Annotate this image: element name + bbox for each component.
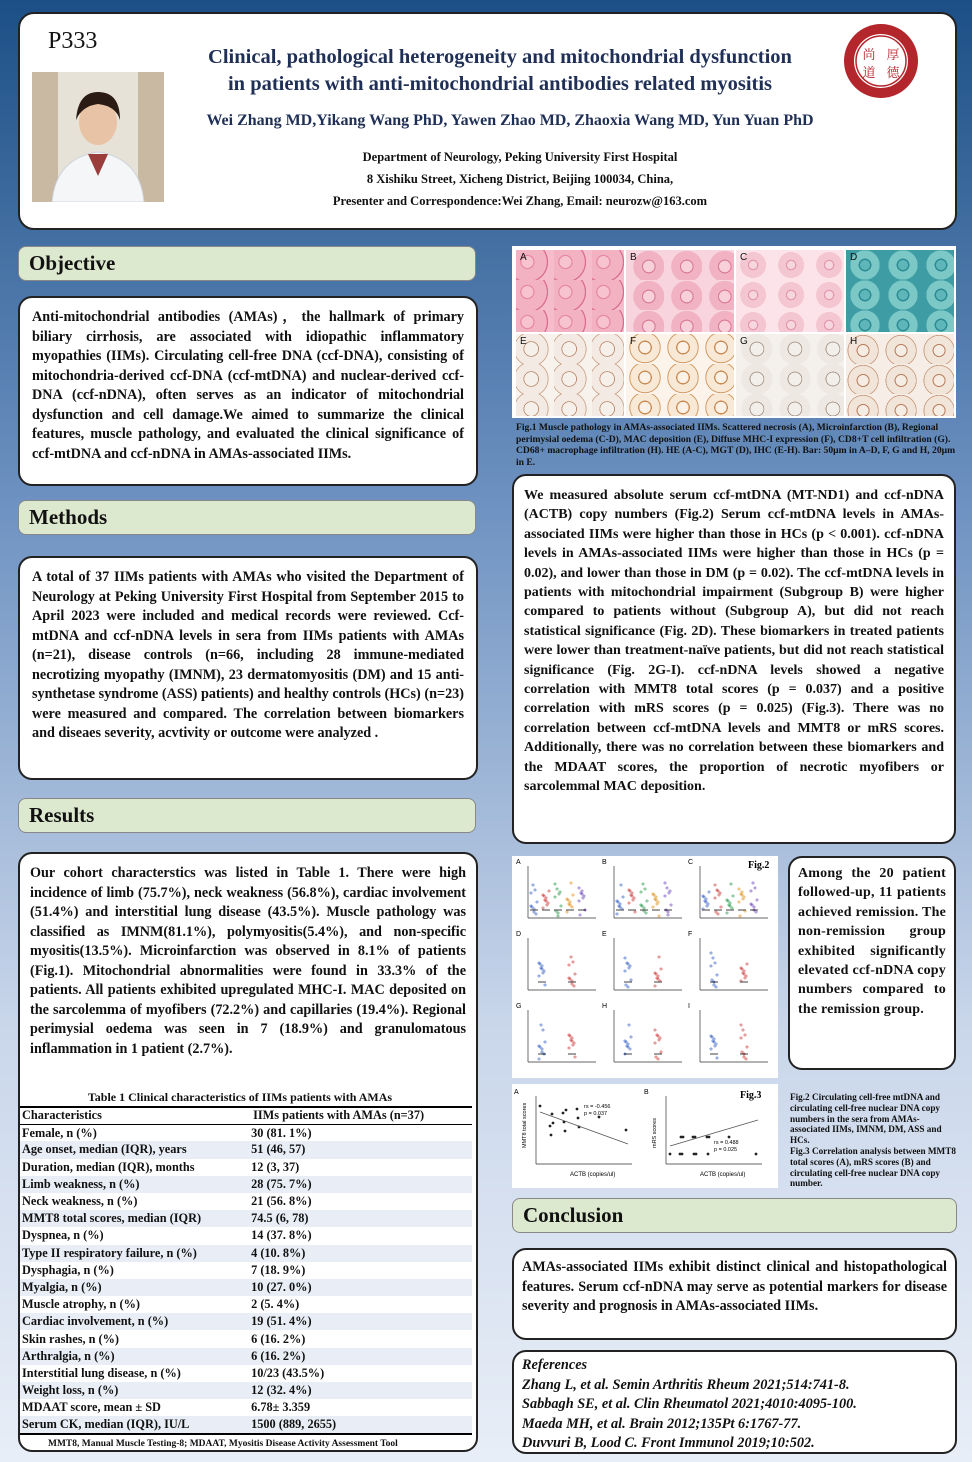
figure-2-data-point	[655, 1056, 657, 1058]
figure-2-data-point	[625, 984, 627, 986]
figure-2-data-point	[726, 912, 728, 914]
methods-heading: Methods	[18, 500, 476, 535]
table-cell-value: 4 (10. 8%)	[251, 1245, 472, 1262]
affiliation-line-3: Presenter and Correspondence:Wei Zhang, Email: neurozw@163.com	[332, 194, 708, 208]
figure-2-data-point	[628, 1024, 630, 1026]
figure-2-data-point	[628, 967, 630, 969]
svg-text:尚: 尚	[862, 48, 876, 63]
affiliation-line-1: Department of Neurology, Peking University First Hospital	[362, 150, 678, 164]
figure-2-panel-label: E	[602, 931, 607, 938]
figure-2-data-point	[544, 984, 546, 986]
figure-2-data-point	[556, 888, 558, 890]
table-header-row	[20, 1107, 472, 1124]
table-row	[20, 1227, 472, 1244]
figure-2-data-point	[534, 889, 536, 891]
figure-2-data-point	[632, 899, 634, 901]
figure-3-correlation	[512, 1084, 778, 1188]
figure-2-data-point	[560, 905, 562, 907]
table-row	[20, 1313, 472, 1330]
figure-3-y-label: MMT8 total scores	[522, 1102, 528, 1148]
table-cell-characteristic: Dyspnea, n (%)	[22, 1228, 104, 1243]
results-panel	[18, 852, 478, 1452]
figure-3-data-point	[669, 1153, 672, 1156]
table-cell-characteristic: Neck weakness, n (%)	[22, 1194, 138, 1209]
figure-3-data-point	[679, 1153, 682, 1156]
poster-id: P333	[48, 28, 98, 54]
objective-panel	[18, 296, 478, 486]
reference-item: Duvvuri B, Lood C. Front Immunol 2019;10:502.	[522, 1435, 815, 1451]
micrograph-panel-label: B	[630, 252, 637, 263]
remission-panel	[788, 856, 956, 1070]
table-cell-characteristic: Serum CK, median (IQR), IU/L	[20, 1416, 251, 1433]
figure-2-panel-label: G	[516, 1003, 522, 1010]
table-cell-value: 19 (51. 4%)	[251, 1313, 472, 1330]
table-cell-value: 14 (37. 8%)	[251, 1228, 312, 1243]
table-cell-characteristic: Dysphagia, n (%)	[22, 1262, 114, 1277]
figure-2-data-point	[712, 957, 714, 959]
author-photo	[32, 72, 164, 202]
figure-2-data-point	[616, 913, 618, 915]
figure-2-data-point	[720, 906, 722, 908]
figure-2-data-point	[664, 895, 666, 897]
figure-2-data-point	[658, 956, 660, 958]
figure-3-data-point	[551, 1113, 554, 1116]
figure-2-data-point	[572, 961, 574, 963]
figure-2-data-point	[715, 986, 717, 988]
figure-3-data-point	[576, 1108, 579, 1111]
figure-2-data-point	[752, 882, 754, 884]
figure-2-data-point	[670, 904, 672, 906]
figure-2-data-point	[640, 891, 642, 893]
figure-2-data-point	[557, 912, 559, 914]
figure-3-data-point	[692, 1136, 695, 1139]
figure-1-caption: Fig.1 Muscle pathology in AMAs-associated IIMs. Scattered necrosis (A), Microinfarction (B), Regional perimysial oedema (C-D), MAC deposition (E), Diffuse MHC-I expression (F), CD8+T cell infiltration (G). CD68+ macrophage infiltration (H). HE (A-C), MGT (D), IHC (E-H). Bar: 50μm in A–D, F, G and H, 20μm in E.	[516, 422, 956, 468]
micrograph-panel-label: F	[630, 336, 637, 347]
figure-3-data-point	[706, 1136, 709, 1139]
table-cell-value: 51 (46, 57)	[251, 1141, 472, 1158]
table-row	[20, 1399, 472, 1416]
figure-2-data-point	[538, 1058, 540, 1060]
table-header-cell: Characteristics	[20, 1107, 251, 1124]
figure-2-data-point	[742, 898, 744, 900]
table-cell-value: 10 (27. 0%)	[251, 1279, 472, 1296]
table-cell-characteristic: Duration, median (IQR), months	[22, 1159, 195, 1174]
figure-2-data-point	[571, 983, 573, 985]
figure-2-data-point	[742, 1029, 744, 1031]
figure-2-data-point	[541, 1048, 543, 1050]
results-text: Our cohort characterstics was listed in Table 1. There were high incidence of limb (75.7%), neck weakness (56.8%), cardiac involvement (51.4%) and interstitial lung disease (43.5%). Muscle pathology was classified as IMNM(81.1%), polymyositis(5.4%), and non-specific myositis(13.5%). Microinfarction was observed in 8.1% of patients (Fig.1). Mitochondrial abnormalities were found in 33.3% of the patients. All patients exhibited upregulated MHC-I. MAC deposited on the sarcolemma of myofibers (72.2%) and capillaries (19.4%). Regional perimysial oedema was seen in 7 (18.9%) and granulomatous inflammation in 1 patient (2.7%).	[30, 865, 466, 1057]
figure-2-data-point	[645, 912, 647, 914]
figure-3-data-point	[707, 1153, 710, 1156]
table-cell-value: 6 (16. 2%)	[251, 1331, 306, 1346]
figure-2-plots	[512, 856, 778, 1078]
figure-2-data-point	[660, 1051, 662, 1053]
objective-text: Anti-mitochondrial antibodies (AMAs)，the hallmark of primary biliary cirrhosis, are associated with idiopathic inflammatory myopathies (IIMs). Circulating cell-free DNA (ccf-DNA), consisting of mitochondria-derived ccf-DNA (ccf-mtDNA) and nuclear-derived ccf-DNA (ccf-nDNA), often serves as an indicator of mitochondrial dysfunction and cell damage.We aimed to summarize the clinical features, muscle pathology, and evaluated the clinical significance of ccf-mtDNA and ccf-nDNA in AMAs-associated IIMs.	[32, 309, 464, 462]
figure-2-data-point	[756, 899, 758, 901]
figure-2-data-point	[658, 915, 660, 917]
micrograph-panel-label: E	[520, 336, 527, 347]
figure-2-data-point	[740, 1024, 742, 1026]
figure-2-data-point	[668, 892, 670, 894]
figure-2-data-point	[554, 896, 556, 898]
figure-2-data-point	[536, 901, 538, 903]
figure-2-panel-label: F	[688, 931, 693, 938]
micrograph-panel-label: A	[520, 252, 527, 263]
figure-2-data-point	[558, 893, 560, 895]
micrograph-panel	[736, 250, 844, 332]
figure-2-data-point	[746, 1046, 748, 1048]
methods-panel	[18, 556, 478, 780]
figure-2-data-point	[538, 975, 540, 977]
figure-3-stats: rs = 0.488	[714, 1140, 739, 1146]
figure-2-data-point	[732, 895, 734, 897]
figure-2-data-point	[666, 887, 668, 889]
table-row	[20, 1262, 472, 1279]
table-cell-value: 30 (81. 1%)	[251, 1125, 312, 1140]
table-cell-characteristic: Age onset, median (IQR), years	[20, 1141, 251, 1158]
figure-2-data-point	[544, 1041, 546, 1043]
figure-3-stats: rs = -0.456	[584, 1104, 611, 1110]
table-row	[20, 1176, 472, 1193]
title-line-1: Clinical, pathological heterogeneity and mitochondrial dysfunction	[208, 46, 792, 68]
figure-2-panel-label: H	[602, 1003, 608, 1010]
figure-2-data-point	[714, 1045, 716, 1047]
figure-2-data-point	[713, 984, 715, 986]
figure-2-data-point	[738, 888, 740, 890]
figure-3-stats: p = 0.025	[714, 1147, 738, 1153]
figure-2-data-point	[750, 890, 752, 892]
figure-2-data-point	[706, 905, 708, 907]
figure-3-data-point	[693, 1153, 696, 1156]
figure-1-micrographs	[512, 246, 956, 418]
table-row	[20, 1382, 472, 1399]
reference-item: Maeda MH, et al. Brain 2012;135Pt 6:1767-77.	[522, 1415, 802, 1432]
figure-2-data-point	[717, 913, 719, 915]
figure-2-data-point	[646, 900, 648, 902]
figure-3-data-point	[552, 1122, 555, 1125]
figure-2-data-point	[745, 1058, 747, 1060]
table-cell-value: 6.78± 3.359	[251, 1400, 311, 1415]
figure-2-label: Fig.2	[748, 860, 770, 871]
micrograph-panel	[516, 250, 624, 332]
figure-2-data-point	[743, 1056, 745, 1058]
figure-3-data-point	[680, 1136, 683, 1139]
table-cell-value: 12 (3, 37)	[251, 1159, 300, 1174]
figure-3-data-point	[564, 1130, 567, 1133]
figure-2-data-point	[642, 883, 644, 885]
figure-2-panel-label: I	[688, 1003, 690, 1010]
references-heading: References	[522, 1357, 588, 1373]
figure-2-panel-label: B	[602, 859, 607, 866]
table-cell-characteristic: Myalgia, n (%)	[20, 1279, 251, 1296]
table-note: MMT8, Manual Muscle Testing-8; MDAAT, Myositis Disease Activity Assessment Tool	[48, 1439, 398, 1449]
results-right-text: We measured absolute serum ccf-mtDNA (MT-ND1) and ccf-nDNA (ACTB) copy numbers (Fig.2) Serum ccf-mtDNA levels in AMAs-associated IIMs were higher than those in HCs (p < 0.001). ccf-nDNA levels in AMAs-associated IIMs were higher than those in HCs (p = 0.02), and lower than those in DM (p = 0.02). The ccf-mtDNA levels in patients with mitochondrial impairment (Subgroup B) were higher compared to patients without (Subgroup A), but did not reach statistical significance (Fig. 2D). These biomarkers in treated patients were lower than treatment-naïve patients, but did not reach statistical significance (Fig. 2G-I). ccf-nDNA levels showed a negative correlation with MMT8 total scores (p = 0.037) and a positive correlation with mRS scores (p = 0.025) (Fig.3). There was no correlation between ccf-mtDNA levels and MMT8 or mRS scores. Additionally, there was no correlation between these biomarkers and the MDAAT scores, the proportion of necrotic myofibers or sarcolemmal MAC deposition.	[524, 488, 944, 795]
micrograph-panel-label: H	[850, 336, 858, 347]
figure-2-data-point	[578, 900, 580, 902]
table-cell-value: 7 (18. 9%)	[251, 1262, 306, 1277]
table-row	[20, 1245, 472, 1262]
figure-3-data-point	[539, 1105, 542, 1108]
figure-2-data-point	[730, 883, 732, 885]
table-row	[20, 1365, 472, 1382]
figure-2-data-point	[658, 1039, 660, 1041]
figure-2-data-point	[627, 986, 629, 988]
figure-3-panel-label: A	[514, 1089, 519, 1096]
poster-title	[150, 44, 850, 98]
figure-2-data-point	[573, 985, 575, 987]
table-cell-value: 2 (5. 4%)	[251, 1297, 300, 1312]
figure-3-x-label: ACTB (copies/ul)	[700, 1172, 746, 1178]
figure-2-data-point	[714, 884, 716, 886]
figure-2-data-point	[710, 965, 712, 967]
micrograph-panel	[846, 250, 954, 332]
micrograph-panel	[626, 250, 734, 332]
table-cell-value: 21 (56. 8%)	[251, 1194, 312, 1209]
figure-2-data-point	[533, 911, 535, 913]
table-header-cell: IIMs patients with AMAs (n=37)	[251, 1107, 472, 1124]
table-cell-value: 74.5 (6, 78)	[251, 1210, 472, 1227]
figure-2-data-point	[568, 964, 570, 966]
figure-2-panel-label: D	[516, 931, 522, 938]
table-row	[20, 1124, 472, 1141]
table-row	[20, 1296, 472, 1313]
figure-3-data-point	[625, 1129, 628, 1132]
figure-3-data-point	[565, 1109, 568, 1112]
figure-2-data-point	[542, 972, 544, 974]
figure-2-data-point	[571, 906, 573, 908]
figure-2-data-point	[664, 882, 666, 884]
figure-2-data-point	[542, 1029, 544, 1031]
table-cell-value: 12 (32. 4%)	[251, 1382, 472, 1399]
table-row	[20, 1279, 472, 1296]
figure-2-data-point	[654, 985, 656, 987]
figure-2-data-point	[570, 882, 572, 884]
figure-2-data-point	[532, 884, 534, 886]
table-row	[20, 1416, 472, 1433]
figure-2-data-point	[630, 1036, 632, 1038]
figure-2-data-point	[718, 894, 720, 896]
figure-2-data-point	[739, 915, 741, 917]
figure-2-panel-label: A	[516, 859, 521, 866]
figure-3-data-point	[550, 1134, 553, 1137]
figure-2-data-point	[667, 911, 669, 913]
figure-2-data-point	[548, 890, 550, 892]
svg-text:德: 德	[886, 66, 900, 81]
figure-2-data-point	[656, 903, 658, 905]
table-cell-characteristic: Type II respiratory failure, n (%)	[20, 1245, 251, 1262]
table-cell-value: 28 (75. 7%)	[251, 1176, 472, 1193]
micrograph-panel-label: C	[740, 252, 748, 263]
reference-item: Sabbagh SE, et al. Clin Rheumatol 2021;4010:4095-100.	[522, 1396, 857, 1412]
figure-2-data-point	[654, 1042, 656, 1044]
figure-2-data-point	[652, 906, 654, 908]
figure-2-data-point	[755, 911, 757, 913]
table-cell-characteristic: Female, n (%)	[22, 1125, 97, 1140]
figure-2-data-point	[579, 914, 581, 916]
micrograph-panel	[516, 334, 624, 416]
table-row	[20, 1159, 472, 1176]
figure-3-data-point	[549, 1125, 552, 1128]
figure-2-data-point	[660, 968, 662, 970]
figure-2-data-point	[753, 906, 755, 908]
title-line-2: in patients with anti-mitochondrial antibodies related myositis	[227, 73, 773, 95]
table-cell-characteristic: Arthralgia, n (%)	[20, 1348, 251, 1365]
table-cell-value: 1500 (889, 2655)	[251, 1416, 472, 1433]
figure-2-data-point	[582, 897, 584, 899]
results-heading: Results	[18, 798, 476, 833]
figure-2-data-point	[741, 1051, 743, 1053]
objective-heading: Objective	[18, 246, 476, 281]
figure-2-data-point	[710, 952, 712, 954]
figure-3-data-point	[755, 1153, 758, 1156]
figure-2-data-point	[634, 911, 636, 913]
micrograph-panel-label: D	[850, 252, 858, 263]
figure-2-data-point	[546, 904, 548, 906]
figure-2-data-point	[708, 891, 710, 893]
figure-2-data-point	[657, 1058, 659, 1060]
authors: Wei Zhang MD,Yikang Wang PhD, Yawen Zhao MD, Zhaoxia Wang MD, Yun Yuan PhD	[206, 112, 814, 129]
table-title: Table 1 Clinical characteristics of IIMs patients with AMAs	[87, 1090, 393, 1104]
references-panel	[512, 1350, 957, 1454]
figure-2-data-point	[744, 977, 746, 979]
figure-2-data-point	[714, 897, 716, 899]
figure-2-data-point	[628, 902, 630, 904]
table-row	[20, 1330, 472, 1347]
figure-2-data-point	[738, 901, 740, 903]
figure-2-data-point	[557, 915, 559, 917]
figure-2-data-point	[572, 894, 574, 896]
figure-2-data-point	[715, 911, 717, 913]
figure-2-data-point	[535, 913, 537, 915]
figure-2-data-point	[714, 962, 716, 964]
figure-2-data-point	[570, 956, 572, 958]
characteristics-table	[20, 1106, 472, 1435]
figure-2-data-point	[746, 963, 748, 965]
conclusion-text: AMAs-associated IIMs exhibit distinct clinical and histopathological features. Serum ccf-nDNA may serve as potential markers for disease severity and prognosis in AMAs-associated IIMs.	[522, 1259, 947, 1315]
micrograph-panel	[626, 334, 734, 416]
figure-2-data-point	[578, 887, 580, 889]
figure-2-data-point	[667, 914, 669, 916]
figure-2-data-point	[624, 970, 626, 972]
figure-2-panel-label: C	[688, 859, 694, 866]
conclusion-heading: Conclusion	[512, 1198, 957, 1233]
figure-2-data-point	[644, 888, 646, 890]
svg-text:厚: 厚	[886, 48, 900, 63]
table-cell-characteristic: Cardiac involvement, n (%)	[20, 1313, 251, 1330]
figure-2-data-point	[542, 907, 544, 909]
figure-2-data-point	[554, 883, 556, 885]
figure-3-data-point	[577, 1117, 580, 1120]
conclusion-panel	[512, 1248, 957, 1340]
table-cell-characteristic: Limb weakness, n (%)	[20, 1176, 251, 1193]
figure-2-data-point	[620, 884, 622, 886]
figure-2-data-point	[574, 1056, 576, 1058]
figure-2-data-point	[740, 1037, 742, 1039]
figure-2-data-point	[710, 1048, 712, 1050]
micrograph-panel-label: G	[740, 336, 748, 347]
table-cell-value: 10/23 (43.5%)	[251, 1365, 325, 1380]
figure-3-label: Fig.3	[740, 1090, 762, 1101]
table-row	[20, 1193, 472, 1210]
figure-2-data-point	[711, 979, 713, 981]
figure-3-stats: p = 0.037	[584, 1111, 608, 1117]
figure-2-data-point	[744, 1034, 746, 1036]
figure-2-data-point	[572, 1044, 574, 1046]
figure-2-data-point	[541, 1051, 543, 1053]
figure-2-data-point	[624, 957, 626, 959]
results-right-panel	[512, 474, 956, 844]
methods-text: A total of 37 IIMs patients with AMAs who visited the Department of Neurology at Peking University First Hospital from September 2015 to April 2023 were included and medical records were reviewed. Ccf-mtDNA and ccf-nDNA levels in sera from IIMs patients with AMAs (n=21), disease controls (n=66, including 28 immune-mediated necrotizing myopathy (IMNM), 23 dermatomyositis (DM) and 15 anti-synthetase syndrome (ASS) patients) and healthy controls (HCs) (n=23) were measured and compared. The correlation between biomarkers and diseaes severity, acvtivity or outcome were analyzed .	[32, 569, 464, 741]
university-logo	[842, 22, 920, 100]
figure-3-x-label: ACTB (copies/ul)	[570, 1172, 616, 1178]
figure-2-data-point	[731, 907, 733, 909]
figure-3-data-point	[562, 1112, 565, 1115]
figure-2-data-point	[574, 973, 576, 975]
table-cell-characteristic: Interstitial lung disease, n (%)	[22, 1365, 181, 1380]
remission-text: Among the 20 patient followed-up, 11 patients achieved remission. The non-remission group exhibited significantly elevated ccf-nDNA copy numbers compared to the remission group.	[798, 866, 946, 1017]
figure-2-data-point	[622, 896, 624, 898]
table-cell-value: 6 (16. 2%)	[251, 1348, 472, 1365]
svg-text:道: 道	[862, 66, 876, 81]
figure-2-data-point	[754, 887, 756, 889]
table-cell-characteristic: MMT8 total scores, median (IQR)	[20, 1210, 251, 1227]
figure-2-data-point	[643, 907, 645, 909]
figure-2-data-point	[568, 1047, 570, 1049]
figure-2-data-point	[630, 979, 632, 981]
micrograph-panel	[736, 334, 844, 416]
figure-2-data-point	[716, 1057, 718, 1059]
figure-2-data-point	[540, 1024, 542, 1026]
figure-3-panel-label: B	[644, 1089, 649, 1096]
figure-2-data-point	[716, 974, 718, 976]
affiliation-line-2: 8 Xishiku Street, Xicheng District, Beijing 100034, China,	[366, 172, 674, 186]
figure-2-data-point	[530, 892, 532, 894]
figure-2-3-caption: Fig.2 Circulating cell-free mtDNA and circulating cell-free nuclear DNA copy numbers in the sera from AMAs-associated IIMs, IMNM, DM, ASS and HCs. Fig.3 Correlation analysis between MMT8 total scores (A), mRS scores (B) and circulating cell-free nuclear DNA copy number.	[790, 1092, 956, 1189]
figure-3-y-label: mRS scores	[652, 1118, 658, 1148]
table-cell-characteristic: Weight loss, n (%)	[20, 1382, 251, 1399]
table-row	[20, 1141, 472, 1158]
figure-2-data-point	[654, 1029, 656, 1031]
table-row	[20, 1348, 472, 1365]
reference-item: Zhang L, et al. Semin Arthritis Rheum 2021;514:741-8.	[522, 1376, 850, 1393]
table-cell-characteristic: Muscle atrophy, n (%)	[22, 1297, 140, 1312]
table-cell-characteristic: Skin rashes, n (%)	[22, 1331, 120, 1346]
table-cell-characteristic: MDAAT score, mean ± SD	[22, 1400, 161, 1415]
figure-2-data-point	[629, 1048, 631, 1050]
micrograph-panel	[846, 334, 954, 416]
figure-3-data-point	[728, 1136, 731, 1139]
figure-2-data-point	[566, 911, 568, 913]
table-row	[20, 1210, 472, 1227]
